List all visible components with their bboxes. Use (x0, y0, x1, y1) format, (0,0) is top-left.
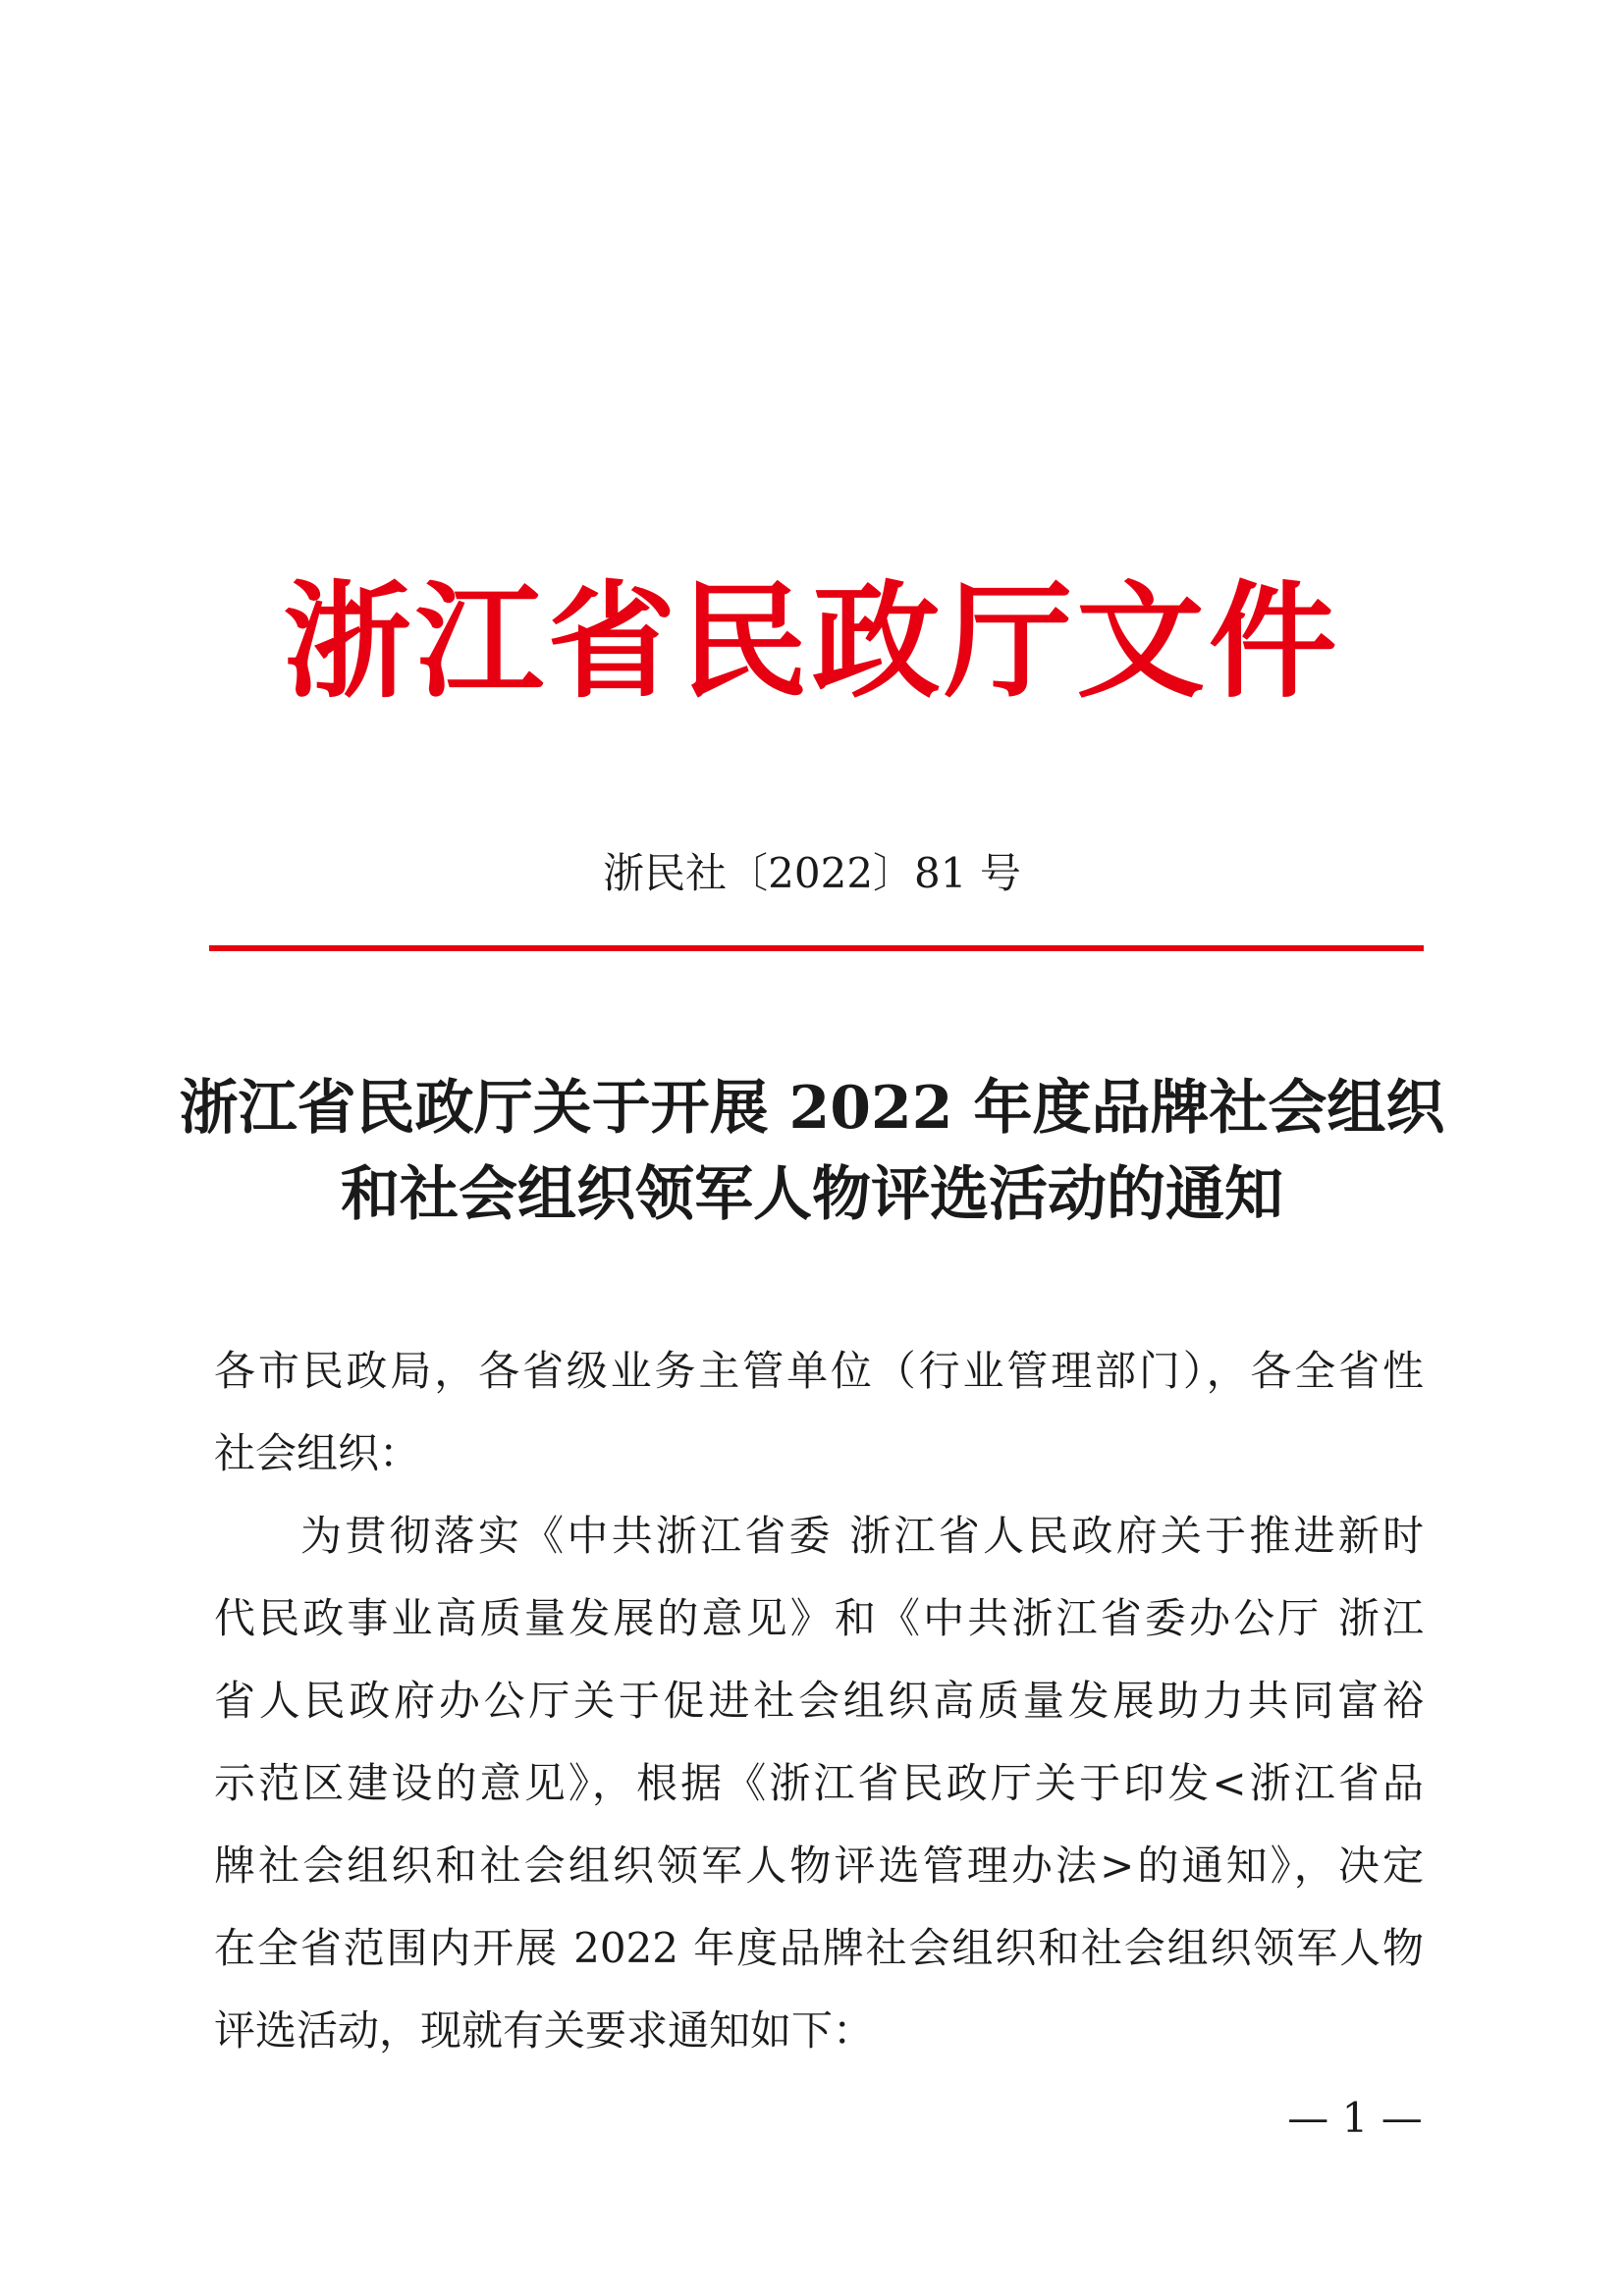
paragraph-line: 代民政事业高质量发展的意见》和《中共浙江省委办公厅 浙江 (214, 1594, 1424, 1642)
addressee-line-1: 各市民政局，各省级业务主管单位（行业管理部门），各全省性 (214, 1347, 1424, 1395)
document-title (147, 1065, 1477, 1238)
document-masthead: 浙江省民政厅文件 (283, 569, 1341, 716)
red-separator-line (209, 945, 1424, 951)
paragraph-line: 省人民政府办公厅关于促进社会组织高质量发展助力共同富裕 (214, 1677, 1424, 1725)
addressee-line-2: 社会组织： (214, 1429, 421, 1477)
paragraph-line: 示范区建设的意见》，根据《浙江省民政厅关于印发<浙江省品 (214, 1759, 1424, 1807)
paragraph-line: 在全省范围内开展 2022 年度品牌社会组织和社会组织领军人物 (214, 1924, 1424, 1972)
title-line-2: 和社会组织领军人物评选活动的通知 (341, 1160, 1283, 1229)
document-number: 浙民社〔2022〕81 号 (603, 849, 1021, 897)
paragraph-line: 牌社会组织和社会组织领军人物评选管理办法>的通知》，决定 (214, 1842, 1424, 1890)
paragraph-line: 评选活动，现就有关要求通知如下： (214, 2006, 875, 2055)
paragraph-line: 为贯彻落实《中共浙江省委 浙江省人民政府关于推进新时 (300, 1512, 1424, 1560)
title-line-1: 浙江省民政厅关于开展 2022 年度品牌社会组织 (179, 1074, 1445, 1143)
document-body (214, 1330, 1424, 2072)
page-number: — 1 — (1287, 2094, 1423, 2142)
